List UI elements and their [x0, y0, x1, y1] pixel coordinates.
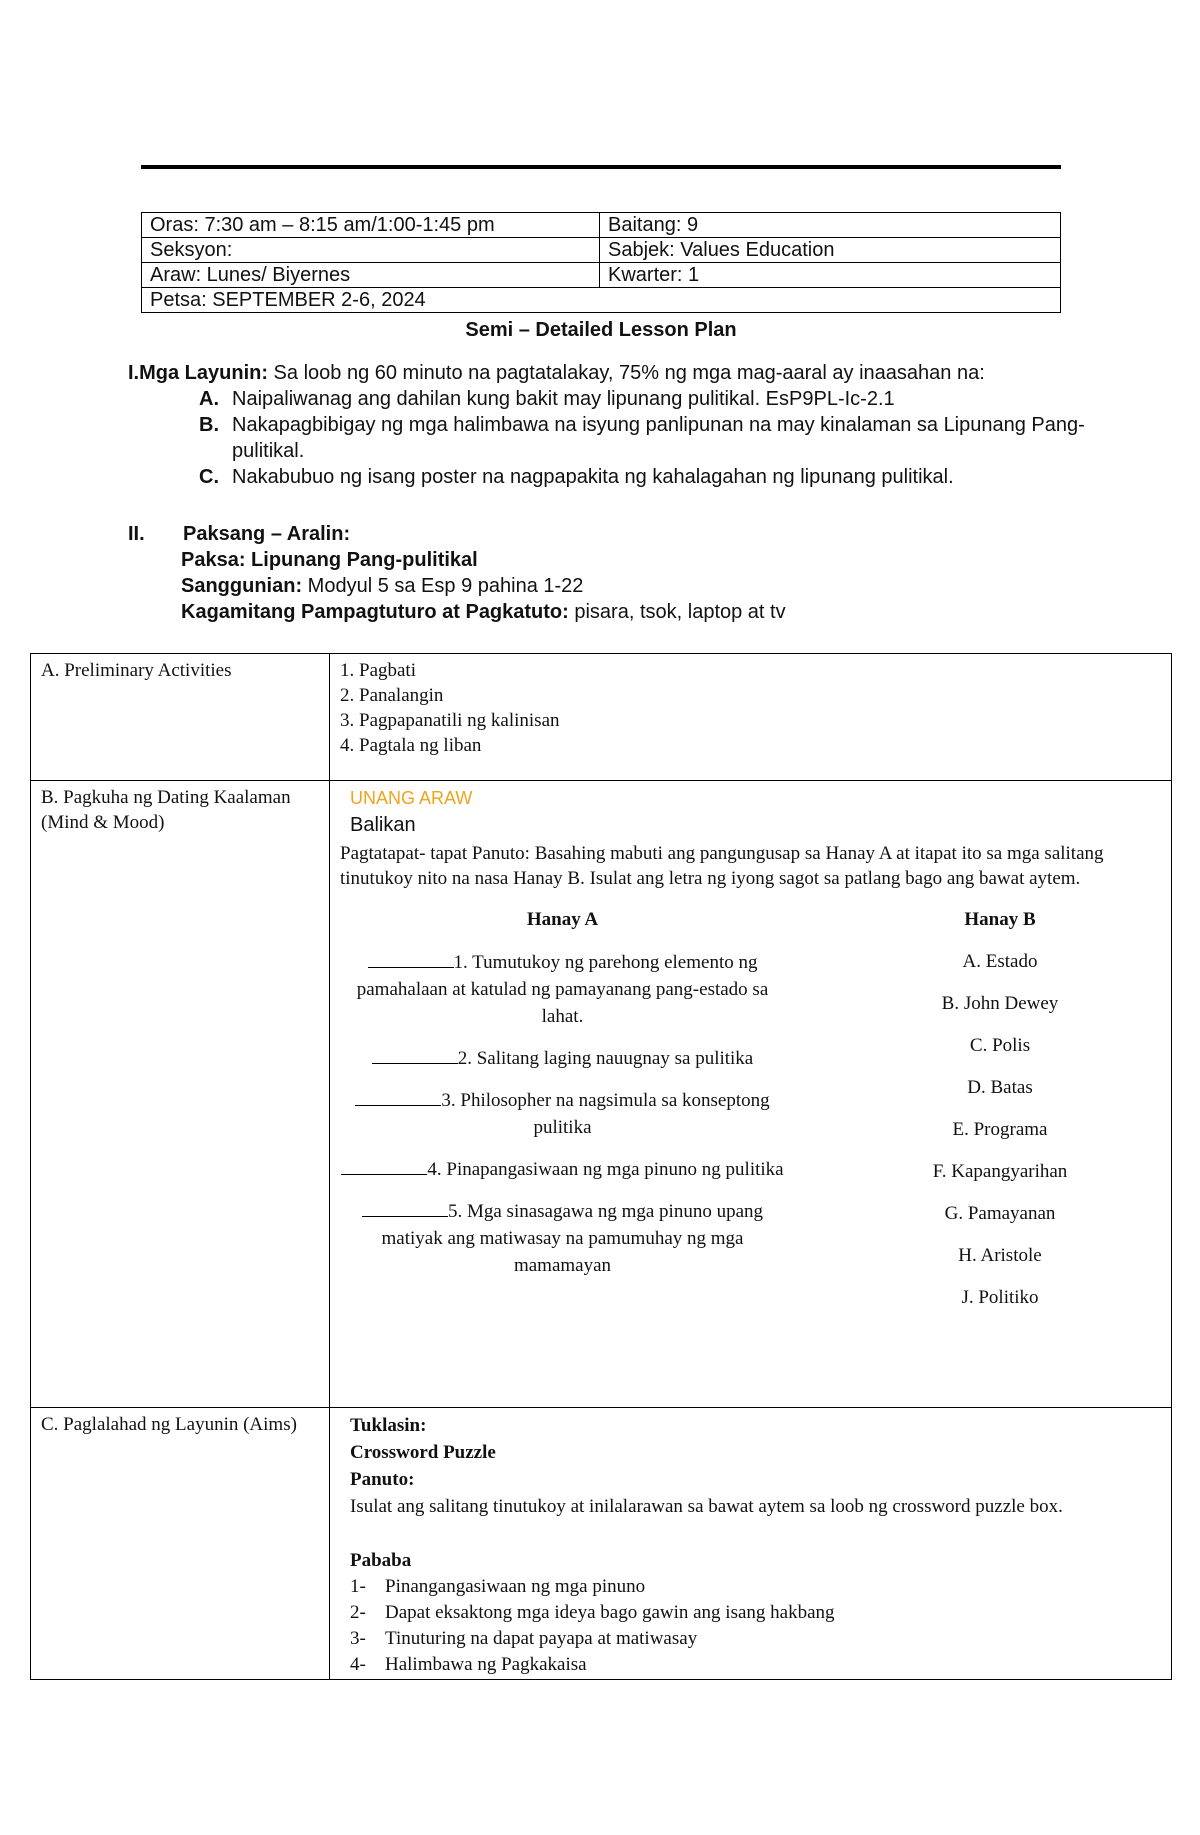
schedule-table: [141, 212, 1061, 313]
sanggunian-label: Sanggunian:: [181, 575, 303, 597]
answer-blank: [368, 953, 454, 968]
header-rule: [141, 165, 1061, 169]
kagamitan-label: Kagamitang Pampagtuturo at Pagkatuto:: [181, 601, 569, 623]
pababa-list: [350, 1574, 1161, 1678]
list-item: [350, 1574, 1161, 1600]
item-text: Pinangangasiwaan ng mga pinuno: [385, 1576, 646, 1597]
paksa-line: [128, 547, 1088, 573]
hanay-b-item: F. Kapangyarihan: [932, 1161, 1068, 1182]
paksang-aralin-heading-line: [128, 521, 1088, 547]
paksang-aralin-heading: Paksang – Aralin:: [183, 523, 351, 545]
kagamitan-value: pisara, tsok, laptop at tv: [568, 601, 786, 623]
list-item: [350, 1600, 1161, 1626]
crossword-line: [350, 1439, 1161, 1466]
preliminary-list: [340, 658, 1161, 758]
hanay-b-item: B. John Dewey: [941, 993, 1059, 1014]
pababa-heading: Pababa: [350, 1550, 412, 1571]
lesson-procedure-table: [30, 653, 1172, 1680]
hanay-b-item: D. Batas: [967, 1077, 1033, 1098]
objective-item: [128, 464, 1088, 490]
paglalahad-content: [330, 1408, 1172, 1680]
spacer: [350, 1520, 1161, 1547]
list-item: 4. Pagtala ng liban: [340, 735, 482, 756]
answer-blank: [372, 1049, 458, 1064]
item-number: 1-: [350, 1576, 366, 1597]
pagkuha-label: B. Pagkuha ng Dating Kaalaman (Mind & Mood): [31, 781, 330, 1408]
objective-text: Nakabubuo ng isang poster na nagpapakita ng kahalagahan ng lipunang pulitikal.: [232, 466, 954, 488]
objective-letter: B.: [199, 414, 219, 436]
oras-cell: Oras: 7:30 am – 8:15 am/1:00-1:45 pm: [142, 213, 600, 238]
sanggunian-line: [128, 573, 1088, 599]
sabjek-cell: Sabjek: Values Education: [600, 238, 1061, 263]
hanay-a-item: [340, 1156, 785, 1183]
tuklasin-heading: Tuklasin:: [350, 1415, 427, 1436]
panuto-line: [350, 1466, 1161, 1493]
item-text: Tinuturing na dapat payapa at matiwasay: [385, 1628, 698, 1649]
list-item: [350, 1626, 1161, 1652]
hanay-b-item: C. Polis: [969, 1035, 1031, 1056]
plan-title: Semi – Detailed Lesson Plan: [465, 319, 737, 341]
hanay-b-column: [900, 907, 1100, 1327]
seksyon-cell: Seksyon:: [142, 238, 600, 263]
hanay-b-item: H. Aristole: [958, 1245, 1042, 1266]
objectives-intro: Sa loob ng 60 minuto na pagtatalakay, 75% ng mga mag-aaral ay inaasahan na:: [268, 362, 985, 384]
tuklasin-line: [350, 1412, 1161, 1439]
answer-blank: [362, 1202, 448, 1217]
araw-cell: Araw: Lunes/ Biyernes: [142, 263, 600, 288]
item-number: 2-: [350, 1602, 366, 1623]
hanay-b-item: G. Pamayanan: [944, 1203, 1056, 1224]
objectives-heading-line: [128, 360, 1088, 386]
answer-blank: [355, 1091, 441, 1106]
objectives-list: [128, 386, 1088, 490]
objective-item: [128, 412, 1088, 464]
hanay-a-text: 5. Mga sinasagawa ng mga pinuno upang matiyak ang matiwasay na pamumuhay ng mga mamamayan: [381, 1201, 764, 1276]
paglalahad-label: C. Paglalahad ng Layunin (Aims): [31, 1408, 330, 1680]
item-text: Dapat eksaktong mga ideya bago gawin ang isang hakbang: [385, 1602, 835, 1623]
list-item: [350, 1652, 1161, 1678]
balikan-label: Balikan: [350, 814, 416, 836]
hanay-a-column: [340, 907, 785, 1294]
preliminary-content: [330, 654, 1172, 781]
preliminary-row: [31, 654, 1172, 781]
objective-text: Nakapagbibigay ng mga halimbawa na isyung panlipunan na may kinalaman sa Lipunang Pang-pulitikal.: [232, 414, 1085, 462]
paglalahad-row: [31, 1408, 1172, 1680]
unang-araw-label: UNANG ARAW: [350, 788, 473, 808]
baitang-cell: Baitang: 9: [600, 213, 1061, 238]
matching-columns: [340, 907, 1161, 1385]
objective-letter: A.: [199, 388, 219, 410]
list-item: 3. Pagpapanatili ng kalinisan: [340, 710, 560, 731]
paksang-aralin-section: [128, 521, 1088, 625]
item-text: Halimbawa ng Pagkakaisa: [385, 1654, 587, 1675]
list-item: 2. Panalangin: [340, 685, 444, 706]
hanay-a-text: 1. Tumutukoy ng parehong elemento ng pamahalaan at katulad ng pamayanang pang-estado sa lahat.: [356, 952, 769, 1027]
hanay-a-item: [340, 1045, 785, 1072]
objective-text: Naipaliwanag ang dahilan kung bakit may lipunang pulitikal. EsP9PL-Ic-2.1: [232, 388, 895, 410]
pagkuha-content: [330, 781, 1172, 1408]
hanay-b-item: A. Estado: [962, 951, 1038, 972]
pagkuha-row: [31, 781, 1172, 1408]
paksa-text: Paksa: Lipunang Pang-pulitikal: [181, 549, 478, 571]
matching-instructions: Pagtatapat- tapat Panuto: Basahing mabuti ang pangungusap sa Hanay A at itapat ito sa mga salitang tinutukoy nito na nasa Hanay B. Isulat ang letra ng iyong sagot sa patlang bago ang bawat aytem.: [340, 843, 1104, 889]
hanay-a-title: Hanay A: [526, 909, 599, 930]
hanay-a-item: [340, 949, 785, 1030]
hanay-a-text: 2. Salitang laging nauugnay sa pulitika: [457, 1048, 754, 1069]
objectives-heading: I.Mga Layunin:: [128, 362, 268, 384]
hanay-b-item: E. Programa: [952, 1119, 1048, 1140]
list-item: 1. Pagbati: [340, 660, 416, 681]
objective-item: [128, 386, 1088, 412]
item-number: 4-: [350, 1654, 366, 1675]
kagamitan-line: [128, 599, 1088, 625]
objective-letter: C.: [199, 466, 219, 488]
hanay-a-item: [340, 1198, 785, 1279]
kwarter-cell: Kwarter: 1: [600, 263, 1061, 288]
sanggunian-value: Modyul 5 sa Esp 9 pahina 1-22: [302, 575, 584, 597]
crossword-heading: Crossword Puzzle: [350, 1442, 496, 1463]
panuto-text: Isulat ang salitang tinutukoy at inilalarawan sa bawat aytem sa loob ng crossword puzzle box.: [350, 1496, 1063, 1517]
hanay-a-text: 3. Philosopher na nagsimula sa konseptong pulitika: [441, 1090, 770, 1138]
hanay-b-title: Hanay B: [964, 909, 1036, 930]
pababa-line: [350, 1547, 1161, 1574]
section-number: II.: [128, 523, 145, 545]
petsa-cell: Petsa: SEPTEMBER 2-6, 2024: [142, 288, 1061, 313]
hanay-b-item: J. Politiko: [961, 1287, 1039, 1308]
answer-blank: [341, 1160, 427, 1175]
hanay-a-item: [340, 1087, 785, 1141]
objectives-section: [128, 360, 1088, 490]
panuto-heading: Panuto:: [350, 1469, 415, 1490]
item-number: 3-: [350, 1628, 366, 1649]
preliminary-label: A. Preliminary Activities: [31, 654, 330, 781]
hanay-a-text: 4. Pinapangasiwaan ng mga pinuno ng pulitika: [427, 1159, 784, 1180]
